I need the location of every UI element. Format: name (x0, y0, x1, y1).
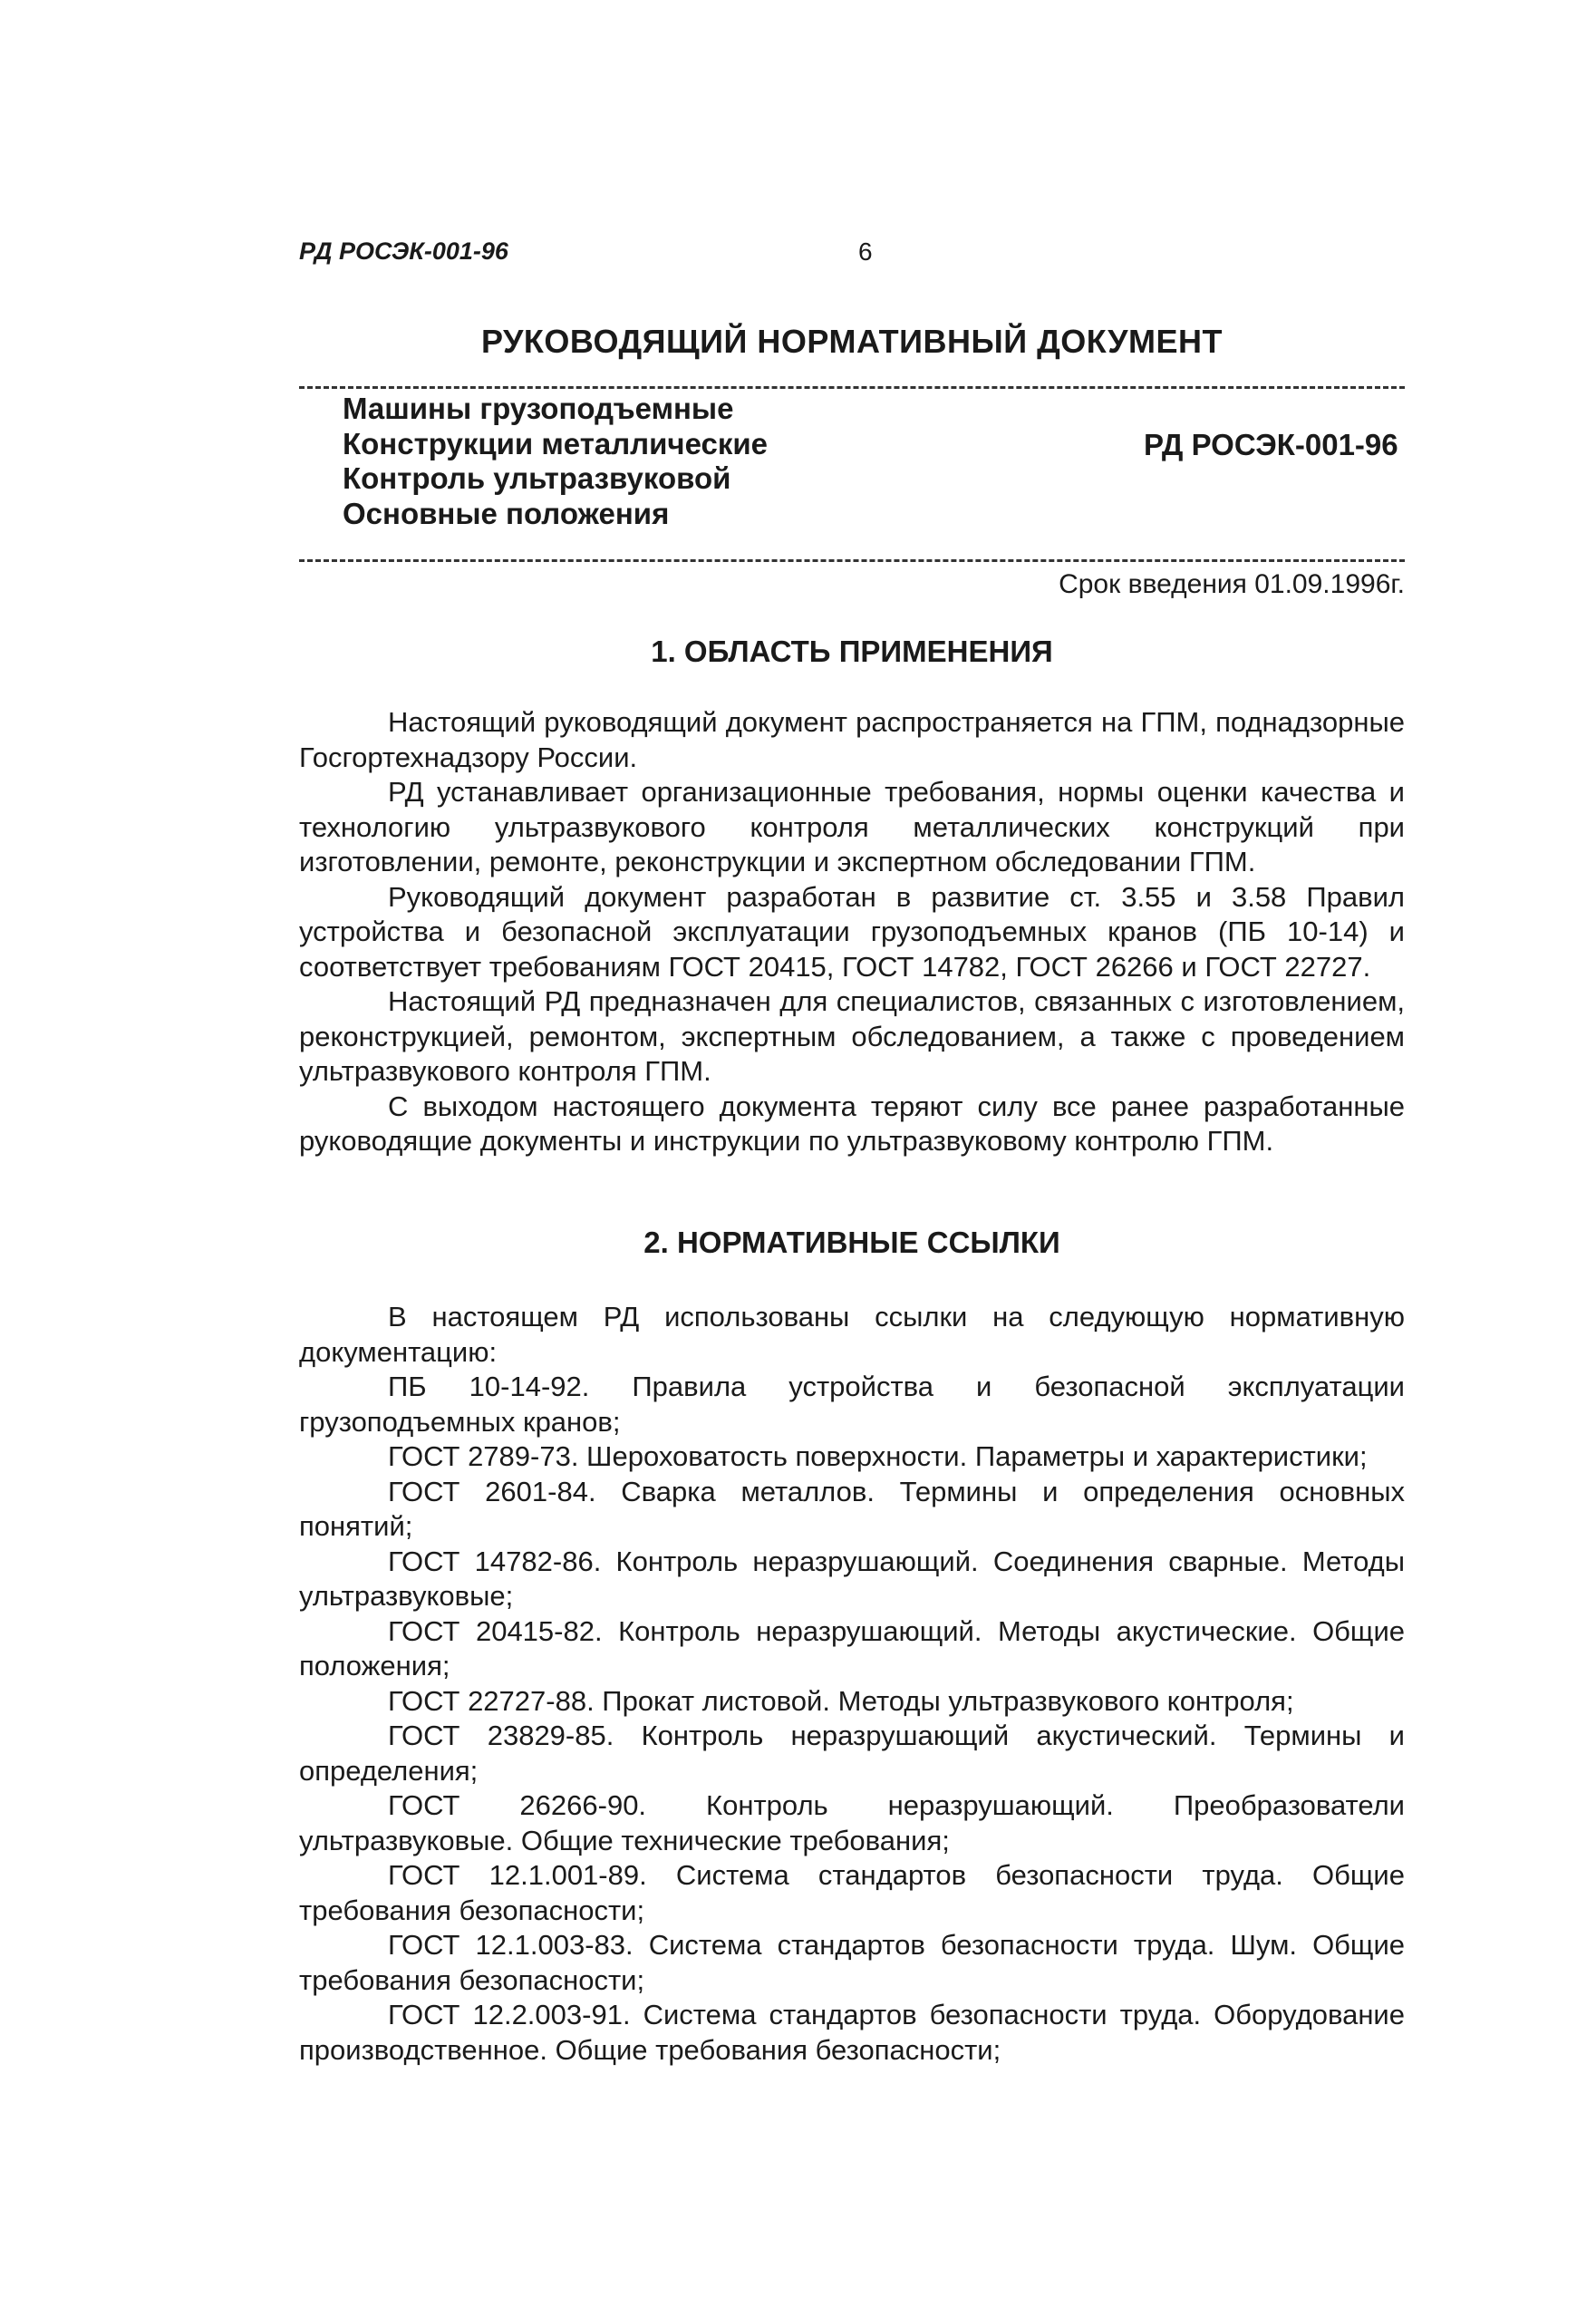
document-subject (343, 392, 977, 531)
paragraph: Руководящий документ разработан в развитие ст. 3.55 и 3.58 Правил устройства и безопасной эксплуатации грузоподъемных кранов (ПБ 10-14) и соответствует требованиям ГОСТ 20415, ГОСТ 14782, ГОСТ 26266 и ГОСТ 22727. (299, 880, 1405, 983)
effective-date: Срок введения 01.09.1996г. (1059, 569, 1405, 599)
reference-item: ГОСТ 22727-88. Прокат листовой. Методы ультразвукового контроля; (388, 1684, 1294, 1717)
paragraph: Настоящий руководящий документ распространяется на ГПМ, поднадзорные Госгортехнадзору России. (299, 706, 1405, 773)
reference-item: ГОСТ 14782-86. Контроль неразрушающий. Соединения сварные. Методы ультразвуковые; (299, 1545, 1405, 1612)
subject-line: Конструкции металлические (343, 426, 769, 460)
running-header (299, 237, 1405, 274)
reference-item: ГОСТ 20415-82. Контроль неразрушающий. Методы акустические. Общие положения; (299, 1614, 1405, 1681)
section-2-title: 2. НОРМАТИВНЫЕ ССЫЛКИ (643, 1226, 1060, 1259)
reference-item: ПБ 10-14-92. Правила устройства и безопасной эксплуатации грузоподъемных кранов; (299, 1371, 1405, 1438)
top-divider (299, 386, 1405, 389)
paragraph: РД устанавливает организационные требования, нормы оценки качества и технологию ультразвукового контроля металлических конструкций при изготовлении, ремонте, реконструкции и экспертном обследовании ГПМ. (299, 776, 1405, 877)
document-type-title: РУКОВОДЯЩИЙ НОРМАТИВНЫЙ ДОКУМЕНТ (480, 323, 1224, 360)
reference-item: ГОСТ 23829-85. Контроль неразрушающий акустический. Термины и определения; (299, 1720, 1405, 1787)
paragraph: В настоящем РД использованы ссылки на следующую нормативную документацию: (299, 1301, 1405, 1368)
reference-item: ГОСТ 2601-84. Сварка металлов. Термины и определения основных понятий; (299, 1475, 1405, 1542)
bottom-divider (299, 559, 1405, 562)
reference-item: ГОСТ 12.1.001-89. Система стандартов безопасности труда. Общие требования безопасности; (299, 1859, 1405, 1926)
page-number: 6 (858, 237, 873, 266)
section-1-title: 1. ОБЛАСТЬ ПРИМЕНЕНИЯ (651, 635, 1053, 668)
document-code: РД РОСЭК-001-96 (1144, 428, 1398, 461)
subject-line: Основные положения (343, 496, 670, 530)
reference-item: ГОСТ 12.2.003-91. Система стандартов безопасности труда. Оборудование производственное. Общие требования безопасности; (299, 1999, 1405, 2066)
paragraph: С выходом настоящего документа теряют силу все ранее разработанные руководящие документы и инструкции по ультразвуковому контролю ГПМ. (299, 1090, 1405, 1157)
section-1-body (299, 705, 1405, 1159)
reference-item: ГОСТ 2789-73. Шероховатость поверхности. Параметры и характеристики; (388, 1440, 1368, 1472)
section-2-body (299, 1300, 1405, 2068)
paragraph: Настоящий РД предназначен для специалистов, связанных с изготовлением, реконструкцией, ремонтом, экспертным обследованием, а также с проведением ультразвукового контроля ГПМ. (299, 985, 1405, 1087)
subject-line: Машины грузоподъемные (343, 392, 734, 425)
subject-line: Контроль ультразвуковой (343, 461, 731, 495)
reference-item: ГОСТ 12.1.003-83. Система стандартов безопасности труда. Шум. Общие требования безопасности; (299, 1929, 1405, 1996)
header-doc-code: РД РОСЭК-001-96 (299, 237, 508, 265)
reference-item: ГОСТ 26266-90. Контроль неразрушающий. Преобразователи ультразвуковые. Общие технические требования; (299, 1789, 1405, 1856)
